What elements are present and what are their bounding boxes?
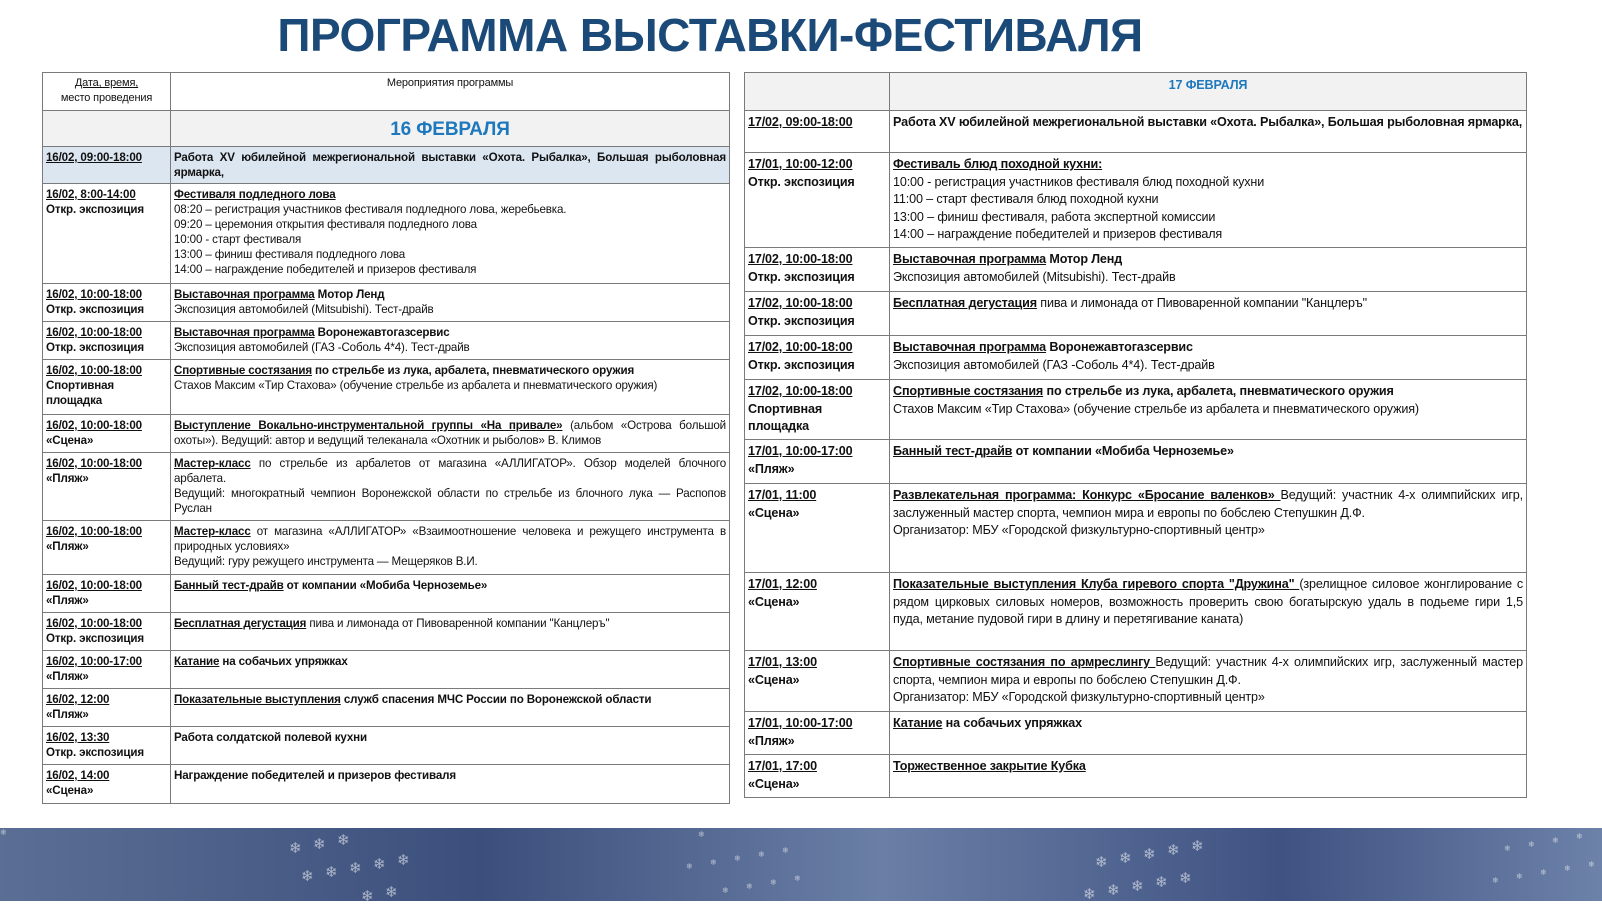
event-title: Выставочная программа — [174, 288, 315, 301]
event-cell — [890, 712, 1527, 755]
table-row — [745, 292, 1527, 336]
snowflake-icon: ❄ — [1155, 874, 1168, 891]
table-header — [43, 73, 730, 111]
event-line — [893, 758, 1523, 776]
event-text: от компании «Мобиба Черноземье» — [283, 579, 488, 592]
header-events-col: Мероприятия программы — [171, 73, 730, 111]
event-date: 17/01, 10:00-17:00 — [748, 716, 853, 730]
date-cell — [745, 755, 890, 798]
event-cell — [890, 573, 1527, 651]
event-place: «Пляж» — [46, 472, 89, 485]
snowflake-icon: ❄ — [289, 840, 302, 857]
date-cell — [43, 651, 171, 689]
event-line — [174, 287, 726, 302]
event-line — [174, 654, 726, 669]
event-cell — [890, 651, 1527, 712]
event-title: Банный тест-драйв — [174, 579, 284, 592]
event-place: «Пляж» — [748, 461, 795, 476]
snowflake-icon: ❄ — [1179, 870, 1192, 887]
event-line — [174, 456, 726, 486]
date-cell — [43, 284, 171, 322]
event-line — [174, 302, 726, 317]
event-text: на собачьих упряжках — [219, 655, 348, 668]
event-cell — [171, 360, 730, 415]
event-place: Откр. экспозиция — [748, 269, 855, 284]
event-text: Мотор Ленд — [314, 288, 385, 301]
table-row — [43, 322, 730, 360]
snowflake-icon: ❄ — [1516, 872, 1523, 881]
event-text: 08:20 – регистрация участников фестиваля подледного лова, жеребьевка. — [174, 203, 567, 216]
event-date: 17/01, 17:00 — [748, 759, 817, 773]
date-cell — [43, 184, 171, 284]
event-text: Воронежавтогазсервис — [314, 326, 450, 339]
event-text: Экспозиция автомобилей (Mitsubishi). Тест-драйв — [174, 303, 434, 316]
snowflake-icon: ❄ — [770, 878, 777, 887]
event-line — [893, 209, 1523, 227]
event-date: 16/02, 10:00-18:00 — [46, 457, 142, 470]
event-text: 10:00 - старт фестиваля — [174, 233, 302, 246]
event-text: от магазина «АЛЛИГАТОР» «Взаимоотношение человека и режущего инструмента в природных условиях» — [174, 525, 726, 553]
schedule-table-feb17 — [744, 72, 1527, 798]
event-date: 16/02, 10:00-18:00 — [46, 525, 142, 538]
event-date: 17/02, 10:00-18:00 — [748, 384, 853, 398]
table-row — [43, 360, 730, 415]
table-row — [745, 440, 1527, 484]
event-text: 11:00 – старт фестиваля блюд походной кухни — [893, 192, 1159, 206]
header-date-col — [43, 73, 171, 111]
event-line — [174, 325, 726, 340]
snowflake-icon: ❄ — [1564, 864, 1571, 873]
event-text: Воронежавтогазсервис — [1046, 340, 1193, 354]
event-line — [893, 443, 1523, 461]
table-row — [745, 484, 1527, 573]
event-date: 17/02, 10:00-18:00 — [748, 340, 853, 354]
event-place: Откр. экспозиция — [46, 746, 144, 759]
table-row — [745, 380, 1527, 440]
event-title: Показательные выступления — [174, 693, 341, 706]
event-place: Откр. экспозиция — [748, 174, 855, 189]
event-text: по стрельбе из лука, арбалета, пневматического оружия — [1043, 384, 1394, 398]
event-line — [893, 156, 1523, 174]
event-date: 17/01, 10:00-17:00 — [748, 444, 853, 458]
event-text: пива и лимонада от Пивоваренной компании "Канцлеръ" — [1036, 296, 1367, 310]
event-title: Показательные выступления Клуба гиревого спорта "Дружина" — [893, 577, 1300, 591]
event-title: Выставочная программа — [893, 252, 1047, 266]
event-title: Выставочная программа — [174, 326, 315, 339]
event-text: 14:00 – награждение победителей и призеров фестиваля — [174, 263, 477, 276]
event-title: Развлекательная программа: Конкурс «Бросание валенков» — [893, 488, 1281, 502]
event-cell — [890, 755, 1527, 798]
event-date: 16/02, 13:30 — [46, 731, 110, 744]
table-row — [43, 765, 730, 804]
event-cell — [890, 248, 1527, 292]
event-line — [893, 357, 1523, 375]
table-row — [745, 712, 1527, 755]
event-title: Спортивные состязания по армреслингу — [893, 655, 1156, 669]
event-cell — [171, 147, 730, 184]
event-cell — [171, 651, 730, 689]
date-cell — [43, 765, 171, 804]
event-line — [893, 689, 1523, 707]
event-title: Фестиваля подледного лова — [174, 188, 336, 201]
event-date: 16/02, 10:00-18:00 — [46, 617, 142, 630]
snowflake-icon: ❄ — [1492, 876, 1499, 885]
event-text: пива и лимонада от Пивоваренной компании "Канцлеръ" — [306, 617, 610, 630]
event-place: «Пляж» — [46, 708, 89, 721]
event-line — [174, 187, 726, 202]
snowflake-icon: ❄ — [1083, 886, 1096, 903]
snowflake-icon: ❄ — [1191, 838, 1204, 855]
event-text: служб спасения МЧС России по Воронежской области — [340, 693, 652, 706]
event-text: Ведущий: участник 4-х олимпийских игр, заслуженный мастер спорта, чемпион мира и европы по бобслею Степушкин Д.Ф. — [893, 655, 1523, 687]
snowflake-icon: ❄ — [361, 888, 374, 905]
date-cell — [43, 322, 171, 360]
event-cell — [890, 292, 1527, 336]
event-line — [174, 486, 726, 516]
event-date: 16/02, 10:00-18:00 — [46, 419, 142, 432]
event-place: Откр. экспозиция — [748, 357, 855, 372]
event-text: на собачьих упряжках — [942, 716, 1082, 730]
table-row — [745, 755, 1527, 798]
event-cell — [171, 184, 730, 284]
event-date: 17/01, 13:00 — [748, 655, 817, 669]
event-cell — [171, 322, 730, 360]
event-line — [174, 247, 726, 262]
event-cell — [890, 111, 1527, 153]
snowflake-icon: ❄ — [349, 860, 362, 877]
event-line — [893, 401, 1523, 419]
snowflake-icon: ❄ — [1552, 836, 1559, 845]
snowflake-icon: ❄ — [698, 830, 705, 839]
snowflake-icon: ❄ — [1588, 860, 1595, 869]
date-cell — [745, 292, 890, 336]
event-cell — [171, 415, 730, 453]
snowflake-icon: ❄ — [397, 852, 410, 869]
snowflake-icon: ❄ — [1167, 842, 1180, 859]
event-line — [174, 730, 726, 745]
snowflake-icon: ❄ — [1528, 840, 1535, 849]
event-line — [893, 576, 1523, 629]
event-line — [893, 114, 1523, 132]
event-line — [174, 340, 726, 355]
date-cell — [43, 147, 171, 184]
event-text: 13:00 – финиш фестиваля подледного лова — [174, 248, 406, 261]
date-cell — [43, 613, 171, 651]
event-cell — [890, 336, 1527, 380]
snowflake-icon: ❄ — [301, 868, 314, 885]
event-line — [174, 202, 726, 217]
snowflake-icon: ❄ — [325, 864, 338, 881]
date-cell — [745, 111, 890, 153]
table-row — [43, 415, 730, 453]
date-cell — [745, 336, 890, 380]
snowflake-icon: ❄ — [1095, 854, 1108, 871]
event-place: «Сцена» — [748, 672, 800, 687]
event-date: 17/02, 10:00-18:00 — [748, 296, 853, 310]
event-cell — [171, 521, 730, 575]
event-text: Ведущий: многократный чемпион Воронежской области по стрельбе из блочного лука — Распопов Руслан — [174, 487, 726, 515]
snowflake-icon: ❄ — [746, 882, 753, 891]
date-cell — [43, 689, 171, 727]
day-row — [43, 111, 730, 147]
event-line — [893, 174, 1523, 192]
event-title: Мастер-класс — [174, 525, 251, 538]
date-cell — [745, 484, 890, 573]
event-text: Мотор Ленд — [1046, 252, 1123, 266]
event-text: 14:00 – награждение победителей и призеров фестиваля — [893, 227, 1223, 241]
event-date: 17/02, 10:00-18:00 — [748, 252, 853, 266]
date-cell — [745, 153, 890, 248]
event-text: Ведущий: участник 4-х олимпийских игр, заслуженный мастер спорта, чемпион мира и европы по бобслею Степушкин Д.Ф. — [893, 488, 1523, 520]
table-row — [745, 336, 1527, 380]
event-line — [174, 378, 726, 393]
snowflake-icon: ❄ — [1119, 850, 1132, 867]
table-row — [43, 689, 730, 727]
date-cell — [43, 360, 171, 415]
event-text: Стахов Максим «Тир Стахова» (обучение стрельбе из арбалета и пневматического оружия) — [174, 379, 658, 392]
table-row — [43, 613, 730, 651]
event-title: Выставочная программа — [893, 340, 1047, 354]
event-line — [174, 262, 726, 277]
snowflake-icon: ❄ — [1131, 878, 1144, 895]
snowflake-icon: ❄ — [1576, 832, 1583, 841]
event-text: по стрельбе из арбалетов от магазина «АЛЛИГАТОР». Обзор моделей блочного арбалета. — [174, 457, 726, 485]
schedule-table-feb16 — [42, 72, 730, 804]
table-row — [43, 147, 730, 184]
event-title: Спортивные состязания — [174, 364, 312, 377]
event-text: Стахов Максим «Тир Стахова» (обучение стрельбе из арбалета и пневматического оружия) — [893, 401, 1419, 416]
event-line — [174, 363, 726, 378]
table-row — [745, 651, 1527, 712]
event-title: Торжественное закрытие Кубка — [893, 759, 1086, 773]
event-place: «Сцена» — [748, 505, 800, 520]
snowflake-icon: ❄ — [313, 836, 326, 853]
snowflake-icon: ❄ — [734, 854, 741, 863]
table-row — [745, 111, 1527, 153]
header-date-line2: место проведения — [60, 92, 153, 104]
date-cell — [43, 575, 171, 613]
event-date: 16/02, 14:00 — [46, 769, 110, 782]
event-date: 16/02, 12:00 — [46, 693, 110, 706]
event-cell — [171, 613, 730, 651]
event-line — [893, 251, 1523, 269]
event-date: 16/02, 8:00-14:00 — [46, 188, 136, 201]
event-cell — [890, 380, 1527, 440]
event-text: Работа солдатской полевой кухни — [174, 731, 367, 744]
event-cell — [171, 575, 730, 613]
decorative-snow-banner — [0, 828, 1602, 905]
event-date: 17/01, 12:00 — [748, 577, 817, 591]
date-cell — [43, 521, 171, 575]
event-text: от компании «Мобиба Черноземье» — [1012, 444, 1234, 458]
event-text: Ведущий: гуру режущего инструмента — Мещеряков В.И. — [174, 555, 478, 568]
snowflake-icon: ❄ — [1107, 882, 1120, 899]
event-text: Организатор: МБУ «Городской физкультурно-спортивный центр» — [893, 690, 1265, 704]
event-line — [174, 768, 726, 783]
event-place: Откр. экспозиция — [46, 632, 144, 645]
table-row — [43, 453, 730, 521]
event-text: Работа XV юбилейной межрегиональной выставки «Охота. Рыбалка», Большая рыболовная ярмарка, — [893, 115, 1523, 129]
date-cell — [43, 415, 171, 453]
event-cell — [171, 727, 730, 765]
date-cell — [745, 651, 890, 712]
table-row — [745, 153, 1527, 248]
event-date: 16/02, 10:00-18:00 — [46, 364, 142, 377]
header-date-line1: Дата, время, — [74, 77, 139, 89]
snowflake-icon: ❄ — [794, 874, 801, 883]
event-place: «Сцена» — [748, 594, 800, 609]
event-cell — [890, 484, 1527, 573]
event-place: Откр. экспозиция — [46, 303, 144, 316]
date-cell — [745, 440, 890, 484]
table-row — [745, 573, 1527, 651]
event-cell — [890, 153, 1527, 248]
table-row — [745, 248, 1527, 292]
event-cell — [171, 453, 730, 521]
event-line — [893, 339, 1523, 357]
event-line — [174, 150, 726, 180]
event-text: 10:00 - регистрация участников фестиваля блюд походной кухни — [893, 174, 1265, 189]
event-place: Откр. экспозиция — [46, 341, 144, 354]
event-title: Фестиваль блюд походной кухни: — [893, 157, 1103, 171]
snowflake-icon: ❄ — [373, 856, 386, 873]
event-date: 16/02, 10:00-18:00 — [46, 579, 142, 592]
event-line — [174, 217, 726, 232]
snowflake-icon: ❄ — [1143, 846, 1156, 863]
event-date: 16/02, 09:00-18:00 — [46, 151, 142, 164]
event-line — [893, 383, 1523, 401]
event-text: 13:00 – финиш фестиваля, работа экспертной комиссии — [893, 209, 1216, 224]
date-cell — [43, 727, 171, 765]
event-date: 16/02, 10:00-17:00 — [46, 655, 142, 668]
event-title: Спортивные состязания — [893, 384, 1044, 398]
event-date: 16/02, 10:00-18:00 — [46, 326, 142, 339]
event-title: Катание — [893, 716, 943, 730]
event-line — [893, 269, 1523, 287]
event-place: «Сцена» — [46, 434, 94, 447]
event-text: (альбом «Острова большой охоты»). Ведущий: автор и ведущий телеканала «Охотник и рыболов» В. Климов — [174, 419, 726, 447]
event-line — [174, 616, 726, 631]
snowflake-icon: ❄ — [385, 884, 398, 901]
event-place: «Сцена» — [46, 784, 94, 797]
table-row — [43, 521, 730, 575]
event-place: «Пляж» — [46, 540, 89, 553]
event-line — [174, 524, 726, 554]
event-line — [174, 692, 726, 707]
table-row — [43, 727, 730, 765]
event-line — [893, 715, 1523, 733]
event-text: Экспозиция автомобилей (ГАЗ -Соболь 4*4). Тест-драйв — [893, 357, 1215, 372]
date-cell — [43, 453, 171, 521]
event-place: Откр. экспозиция — [46, 203, 144, 216]
day-row — [745, 73, 1527, 111]
table-row — [43, 651, 730, 689]
snowflake-icon: ❄ — [1540, 868, 1547, 877]
event-place: Спортивная площадка — [748, 401, 823, 433]
event-cell — [171, 765, 730, 804]
event-line — [174, 578, 726, 593]
day-label: 16 ФЕВРАЛЯ — [171, 111, 730, 147]
event-title: Бесплатная дегустация — [893, 296, 1037, 310]
event-place: «Пляж» — [46, 670, 89, 683]
event-line — [174, 232, 726, 247]
snowflake-icon: ❄ — [710, 858, 717, 867]
date-cell — [745, 712, 890, 755]
event-title: Катание — [174, 655, 220, 668]
event-line — [893, 522, 1523, 540]
event-line — [893, 226, 1523, 244]
event-title: Бесплатная дегустация — [174, 617, 307, 630]
event-line — [893, 295, 1523, 313]
event-line — [174, 554, 726, 569]
page-title: ПРОГРАММА ВЫСТАВКИ-ФЕСТИВАЛЯ — [277, 9, 1143, 61]
event-date: 17/02, 09:00-18:00 — [748, 115, 853, 129]
event-cell — [890, 440, 1527, 484]
event-date: 17/01, 11:00 — [748, 488, 817, 502]
event-text: Награждение победителей и призеров фестиваля — [174, 769, 456, 782]
event-text: по стрельбе из лука, арбалета, пневматического оружия — [311, 364, 635, 377]
event-place: Спортивная площадка — [46, 379, 115, 407]
event-line — [174, 418, 726, 448]
snowflake-icon: ❄ — [782, 846, 789, 855]
event-text: Экспозиция автомобилей (Mitsubishi). Тест-драйв — [893, 269, 1176, 284]
event-cell — [171, 284, 730, 322]
day-label: 17 ФЕВРАЛЯ — [890, 73, 1527, 111]
event-text: (зрелищное силовое жонглирование с рядом цирковых силовых номеров, возможность проверить свою богатырскую удаль в подьеме гири 1,5 пуда, метание пудовой гири в длину и перетягивание каната) — [893, 577, 1524, 626]
event-text: Экспозиция автомобилей (ГАЗ -Соболь 4*4). Тест-драйв — [174, 341, 470, 354]
snowflake-icon: ❄ — [337, 832, 350, 849]
snowflake-icon: ❄ — [0, 828, 7, 837]
event-date: 17/01, 10:00-12:00 — [748, 157, 853, 171]
table-row — [43, 184, 730, 284]
snowflake-icon: ❄ — [758, 850, 765, 859]
event-cell — [171, 689, 730, 727]
event-date: 16/02, 10:00-18:00 — [46, 288, 142, 301]
table-row — [43, 284, 730, 322]
date-cell — [745, 573, 890, 651]
snowflake-icon: ❄ — [1504, 844, 1511, 853]
snowflake-icon: ❄ — [722, 886, 729, 895]
event-line — [893, 487, 1523, 522]
event-place: «Сцена» — [748, 776, 800, 791]
event-title: Банный тест-драйв — [893, 444, 1013, 458]
event-title: Мастер-класс — [174, 457, 251, 470]
event-line — [893, 654, 1523, 689]
table-row — [43, 575, 730, 613]
event-place: «Пляж» — [46, 594, 89, 607]
event-place: Откр. экспозиция — [748, 313, 855, 328]
event-text: Организатор: МБУ «Городской физкультурно-спортивный центр» — [893, 523, 1265, 537]
event-title: Выступление Вокально-инструментальной группы «На привале» — [174, 419, 563, 432]
event-line — [893, 191, 1523, 209]
date-cell — [745, 380, 890, 440]
date-cell — [745, 248, 890, 292]
event-place: «Пляж» — [748, 733, 795, 748]
event-text: Работа XV юбилейной межрегиональной выставки «Охота. Рыбалка», Большая рыболовная ярмарка, — [174, 151, 726, 179]
event-text: 09:20 – церемония открытия фестиваля подледного лова — [174, 218, 477, 231]
snowflake-icon: ❄ — [686, 862, 693, 871]
